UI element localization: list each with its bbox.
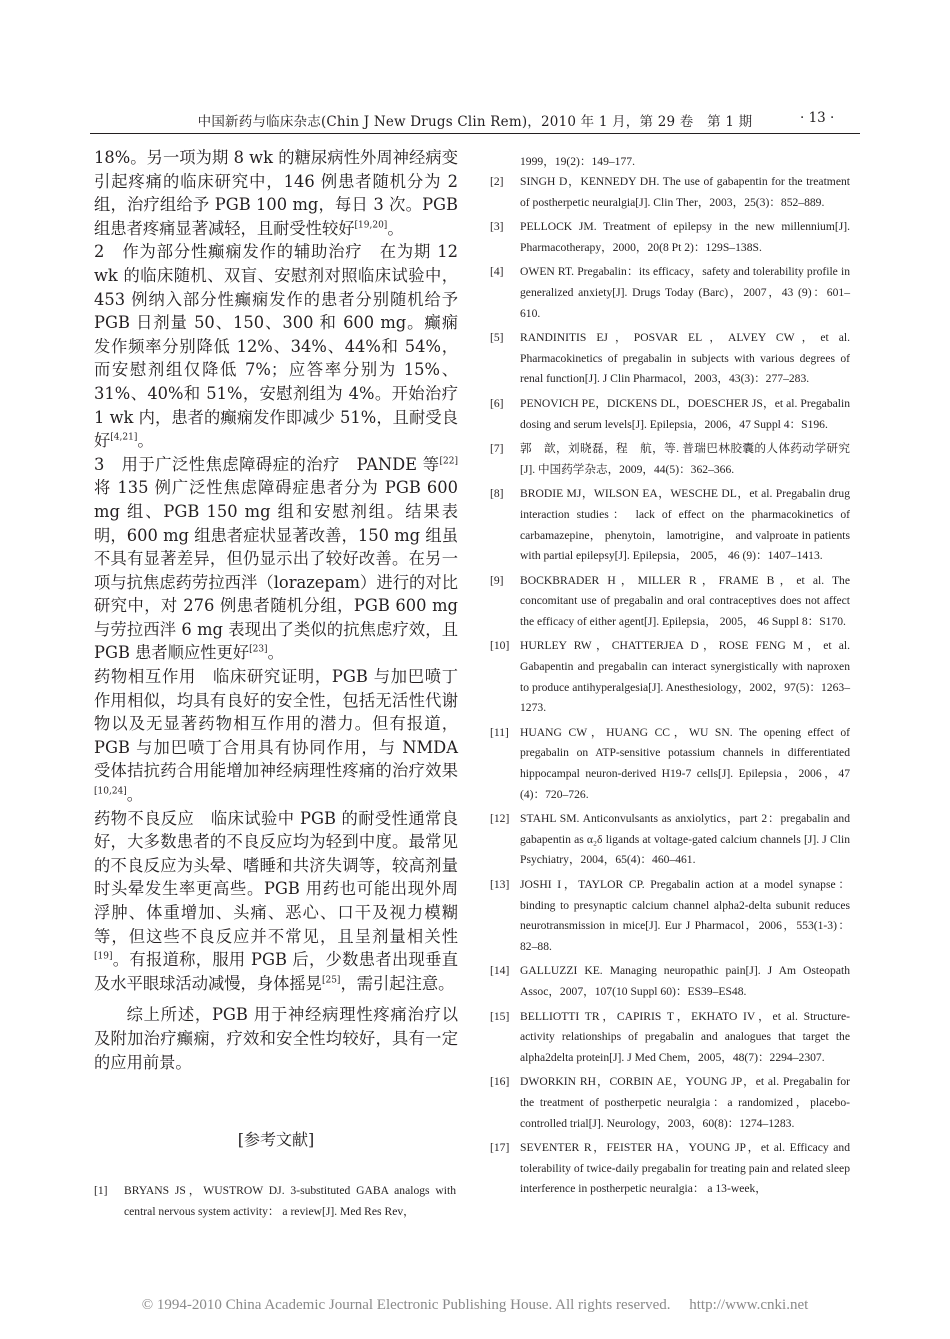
reference-text: BOCKBRADER H，MILLER R，FRAME B，et al. The concomitant use of pregabalin and oral contraceptives does not affect the efficacy of either agent[J]. Epilepsia， 2005， 46 Suppl 8：S170. — [520, 573, 850, 628]
reference-number: [13] — [490, 878, 510, 891]
reference-text: HURLEY RW，CHATTERJEA D，ROSE FENG M，et al. Gabapentin and pregabalin can interact synergistically with naproxen to produce antihyperalgesia[J]. Anesthesiology，2002，97(5)：1263–1273. — [520, 639, 850, 715]
reference-item — [490, 484, 850, 566]
reference-item — [490, 217, 850, 258]
reference-item — [490, 571, 850, 633]
reference-list — [490, 172, 850, 1200]
reference-number: [15] — [490, 1009, 510, 1023]
reference-item — [490, 809, 850, 871]
reference-number: [9] — [490, 573, 504, 587]
reference-item — [490, 1007, 850, 1069]
copyright-footer: © 1994-2010 China Academic Journal Electronic Publishing House. All rights reserved. http://www.cnki.net — [141, 1297, 809, 1313]
reference-item — [490, 1072, 850, 1134]
reference-text: BRYANS JS，WUSTROW DJ. 3-substituted GABA analogs with central nervous system activity： a review[J]. Med Res Rev， — [124, 1184, 456, 1218]
paragraph-summary: 综上所述，PGB 用于神经病理性疼痛治疗以及附加治疗癫痫，疗效和安全性均较好，具有一定的应用前景。 — [94, 1005, 458, 1072]
reference-text: HUANG CW，HUANG CC，WU SN. The opening effect of pregabalin on ATP-sensitive potassium channels in differentiated hippocampal neuron-derived H19-7 cells[J]. Epilepsia，2006，47 (4)：720–726. — [520, 725, 850, 801]
reference-1 — [94, 1181, 456, 1222]
citation: [25] — [321, 975, 341, 986]
reference-number: [11] — [490, 725, 509, 739]
citation: [22] — [439, 456, 458, 467]
reference-number: [12] — [490, 812, 510, 826]
reference-number: [6] — [490, 396, 504, 410]
reference-text: 郭 歆，刘晓磊，程 航，等. 普瑞巴林胶囊的人体药动学研究[J]. 中国药学杂志，2009，44(5)：362–366. — [520, 442, 850, 476]
reference-text: RANDINITIS EJ，POSVAR EL，ALVEY CW，et al. Pharmacokinetics of pregabalin in subjects with various degrees of renal function[J]. J Clin Pharmacol，2003，43(3)：277–283. — [520, 331, 850, 386]
citation: [10,24] — [94, 786, 127, 797]
reference-text: SEVENTER R，FEISTER HA，YOUNG JP，et al. Efficacy and tolerability of twice-daily pregabalin for treating pain and related sleep interference in postherpetic neuralgia： a 13-week， — [520, 1141, 850, 1196]
reference-text: JOSHI I，TAYLOR CP. Pregabalin action at a model synapse：binding to presynaptic calcium channel alpha2-delta subunit reduces neurotransmission in mice[J]. Eur J Pharmacol，2006，553(1-3)：82–88. — [520, 878, 850, 953]
reference-text: GALLUZZI KE. Managing neuropathic pain[J]. J Am Osteopath Assoc，2007，107(10 Suppl 60)：ES39–ES48. — [520, 964, 850, 998]
reference-text: BRODIE MJ，WILSON EA，WESCHE DL，et al. Pregabalin drug interaction studies： lack of effect on the pharmacokinetics of carbamazepine， phenytoin， lamotrigine， and valproate in patients with partial epilepsy[J]. Epilepsia， 2005， 46 (9)：1407–1413. — [520, 487, 850, 563]
paragraph-4: 药物相互作用 临床研究证明，PGB 与加巴喷丁作用相似，均具有良好的安全性，包括无活性代谢物以及无显著药物相互作用的潜力。但有报道，PGB 与加巴喷丁合用具有协同作用，与 NMDA 受体拮抗药合用能增加神经病理性疼痛的治疗效果[10,24]。 — [94, 667, 458, 805]
reference-number: [7] — [490, 442, 504, 456]
reference-1-continued: 1999，19(2)：149–177. — [520, 155, 635, 168]
reference-number: [1] — [94, 1184, 108, 1197]
reference-text: DWORKIN RH，CORBIN AE，YOUNG JP，et al. Pregabalin for the treatment of postherpetic neuralgia：a randomized，placebo-controlled trial[J]. Neurology，2003，60(8)：1274–1283. — [520, 1075, 850, 1130]
reference-item — [490, 961, 850, 1002]
reference-item — [490, 328, 850, 390]
reference-number: [10] — [490, 639, 510, 653]
paragraph-2: 2 作为部分性癫痫发作的辅助治疗 在为期 12 wk 的临床随机、双盲、安慰剂对照临床试验中，453 例纳入部分性癫痫发作的患者分别随机给予 PGB 日剂量 50、150、300 和 600 mg。癫痫发作频率分别降低 12%、34%、44%和 54%，而安慰剂组仅降低 7%；应答率分别为 15%、31%、40%和 51%，安慰剂组为 4%。开始治疗 1 wk 内，患者的癫痫发作即减少 51%，且耐受良好[4,21]。 — [94, 242, 458, 451]
reference-number: [14] — [490, 964, 510, 978]
paragraph-3: 3 用于广泛性焦虑障碍症的治疗 PANDE 等[22]将 135 例广泛性焦虑障碍症患者分为 PGB 600 mg 组、PGB 150 mg 组和安慰剂组。结果表明，600 mg 组患者症状显著改善，150 mg 组虽不具有显著差异，但仍显示出了较好改善。在另一项与抗焦虑药劳拉西泮（lorazepam）进行的对比研究中，对 276 例患者随机分组，PGB 600 mg 与劳拉西泮 6 mg 表现出了类似的抗焦虑疗效，且 PGB 患者顺应性更好[23]。 — [94, 454, 458, 663]
header-rule — [90, 133, 860, 134]
reference-item — [490, 172, 850, 213]
reference-item — [490, 723, 850, 805]
reference-text: BELLIOTTI TR，CAPIRIS T，EKHATO IV，et al. Structure-activity relationships of pregabalin and analogues that target the alpha2delta protein[J]. J Med Chem，2005，48(7)：2294–2307. — [520, 1009, 850, 1064]
reference-item — [490, 439, 850, 480]
reference-number: [2] — [490, 175, 504, 188]
reference-number: [5] — [490, 331, 504, 345]
citation: [19,20] — [354, 220, 388, 231]
reference-number: [17] — [490, 1141, 510, 1155]
paragraph-5: 药物不良反应 临床试验中 PGB 的耐受性通常良好，大多数患者的不良反应均为轻到中度。最常见的不良反应为头晕、嗜睡和共济失调等，较高剂量时头晕发生率更高些。PGB 用药也可能出现外周浮肿、体重增加、头痛、恶心、口干及视力模糊等，但这些不良反应并不常见，且呈剂量相关性[19]。有报道称，服用 PGB 后，少数患者出现垂直及水平眼球活动减慢，身体摇晃[25]，需引起注意。 — [94, 808, 458, 993]
reference-item — [490, 636, 850, 718]
citation: [19] — [94, 951, 113, 962]
reference-number: [8] — [490, 487, 504, 501]
reference-number: [3] — [490, 220, 504, 234]
running-header — [0, 110, 950, 132]
reference-text: STAHL SM. Anticonvulsants as anxiolytics，part 2：pregabalin and gabapentin as α₂δ ligands at voltage-gated calcium channels [J]. J Clin Psychiatry，2004，65(4)：460–461. — [520, 812, 850, 867]
journal-header: 中国新药与临床杂志(Chin J New Drugs Clin Rem)，2010 年 1 月，第 29 卷 第 1 期 — [197, 114, 753, 130]
citation: [23] — [249, 645, 268, 656]
reference-text: PELLOCK JM. Treatment of epilepsy in the new millennium[J]. Pharmacotherapy，2000，20(8 Pt 2)：129S–138S. — [520, 220, 850, 254]
reference-item — [490, 1138, 850, 1200]
page-number: · 13 · — [800, 110, 835, 126]
reference-item — [490, 394, 850, 435]
right-column — [490, 152, 850, 1204]
references-title: [参考文献] — [237, 1130, 315, 1149]
reference-item — [490, 262, 850, 324]
reference-number: [16] — [490, 1075, 510, 1089]
reference-item — [490, 875, 850, 957]
citation: [4,21] — [110, 432, 138, 443]
reference-text: SINGH D，KENNEDY DH. The use of gabapentin for the treatment of postherpetic neuralgia[J]. Clin Ther，2003，25(3)：852–889. — [520, 175, 850, 209]
reference-text: PENOVICH PE，DICKENS DL，DOESCHER JS，et al. Pregabalin dosing and serum levels[J]. Epilepsia，2006，47 Suppl 4：S196. — [520, 396, 850, 431]
left-column — [94, 146, 458, 1074]
reference-text: OWEN RT. Pregabalin：its efficacy，safety and tolerability profile in generalized anxiety[J]. Drugs Today (Barc)，2007，43 (9)：601–610. — [520, 265, 850, 320]
paragraph-1: 18%。另一项为期 8 wk 的糖尿病性外周神经病变引起疼痛的临床研究中，146 例患者随机分为 2 组，治疗组给予 PGB 100 mg，每日 3 次。PGB 组患者疼痛显著减轻，且耐受性较好[19,20]。 — [94, 148, 458, 238]
reference-number: [4] — [490, 265, 504, 279]
